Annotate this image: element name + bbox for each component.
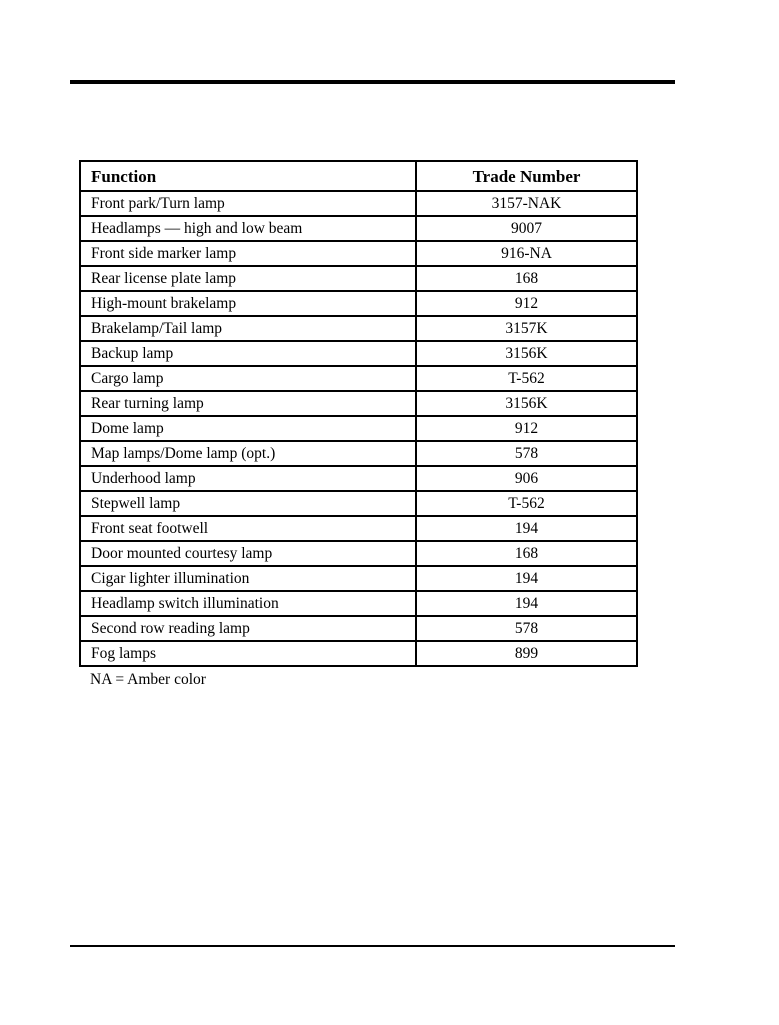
trade-number-cell: 912 [416, 291, 637, 316]
table-row [80, 316, 637, 341]
top-rule [70, 80, 675, 84]
table-row [80, 641, 637, 666]
trade-number-cell: 912 [416, 416, 637, 441]
function-cell: Brakelamp/Tail lamp [80, 316, 416, 341]
table-row [80, 241, 637, 266]
table-row [80, 516, 637, 541]
trade-number-cell: 899 [416, 641, 637, 666]
table-body [80, 191, 637, 666]
column-header-function: Function [80, 161, 416, 191]
table-row [80, 491, 637, 516]
function-cell: Fog lamps [80, 641, 416, 666]
bulb-specification-table [79, 160, 638, 667]
trade-number-cell: 168 [416, 266, 637, 291]
function-cell: Underhood lamp [80, 466, 416, 491]
trade-number-cell: 194 [416, 516, 637, 541]
function-cell: Headlamps — high and low beam [80, 216, 416, 241]
trade-number-cell: 194 [416, 591, 637, 616]
table-row [80, 541, 637, 566]
function-cell: Headlamp switch illumination [80, 591, 416, 616]
table-header-row [80, 161, 637, 191]
function-cell: Second row reading lamp [80, 616, 416, 641]
table-row [80, 616, 637, 641]
function-cell: Front seat footwell [80, 516, 416, 541]
trade-number-cell: T-562 [416, 366, 637, 391]
table-row [80, 266, 637, 291]
table-row [80, 366, 637, 391]
trade-number-cell: 916-NA [416, 241, 637, 266]
trade-number-cell: 3156K [416, 341, 637, 366]
table-row [80, 466, 637, 491]
table-row [80, 216, 637, 241]
function-cell: Stepwell lamp [80, 491, 416, 516]
function-cell: High-mount brakelamp [80, 291, 416, 316]
function-cell: Cigar lighter illumination [80, 566, 416, 591]
table-row [80, 391, 637, 416]
table-footnote: NA = Amber color [90, 671, 206, 688]
function-cell: Rear turning lamp [80, 391, 416, 416]
table-row [80, 566, 637, 591]
function-cell: Rear license plate lamp [80, 266, 416, 291]
bottom-rule [70, 945, 675, 947]
table-row [80, 191, 637, 216]
function-cell: Dome lamp [80, 416, 416, 441]
table-row [80, 341, 637, 366]
table-row [80, 416, 637, 441]
table-row [80, 441, 637, 466]
function-cell: Backup lamp [80, 341, 416, 366]
function-cell: Cargo lamp [80, 366, 416, 391]
table-row [80, 591, 637, 616]
trade-number-cell: 194 [416, 566, 637, 591]
column-header-trade-number: Trade Number [416, 161, 637, 191]
trade-number-cell: 9007 [416, 216, 637, 241]
trade-number-cell: 3156K [416, 391, 637, 416]
trade-number-cell: 3157K [416, 316, 637, 341]
table-row [80, 291, 637, 316]
trade-number-cell: 3157-NAK [416, 191, 637, 216]
trade-number-cell: 906 [416, 466, 637, 491]
function-cell: Door mounted courtesy lamp [80, 541, 416, 566]
function-cell: Front park/Turn lamp [80, 191, 416, 216]
function-cell: Map lamps/Dome lamp (opt.) [80, 441, 416, 466]
trade-number-cell: T-562 [416, 491, 637, 516]
function-cell: Front side marker lamp [80, 241, 416, 266]
trade-number-cell: 168 [416, 541, 637, 566]
trade-number-cell: 578 [416, 441, 637, 466]
trade-number-cell: 578 [416, 616, 637, 641]
